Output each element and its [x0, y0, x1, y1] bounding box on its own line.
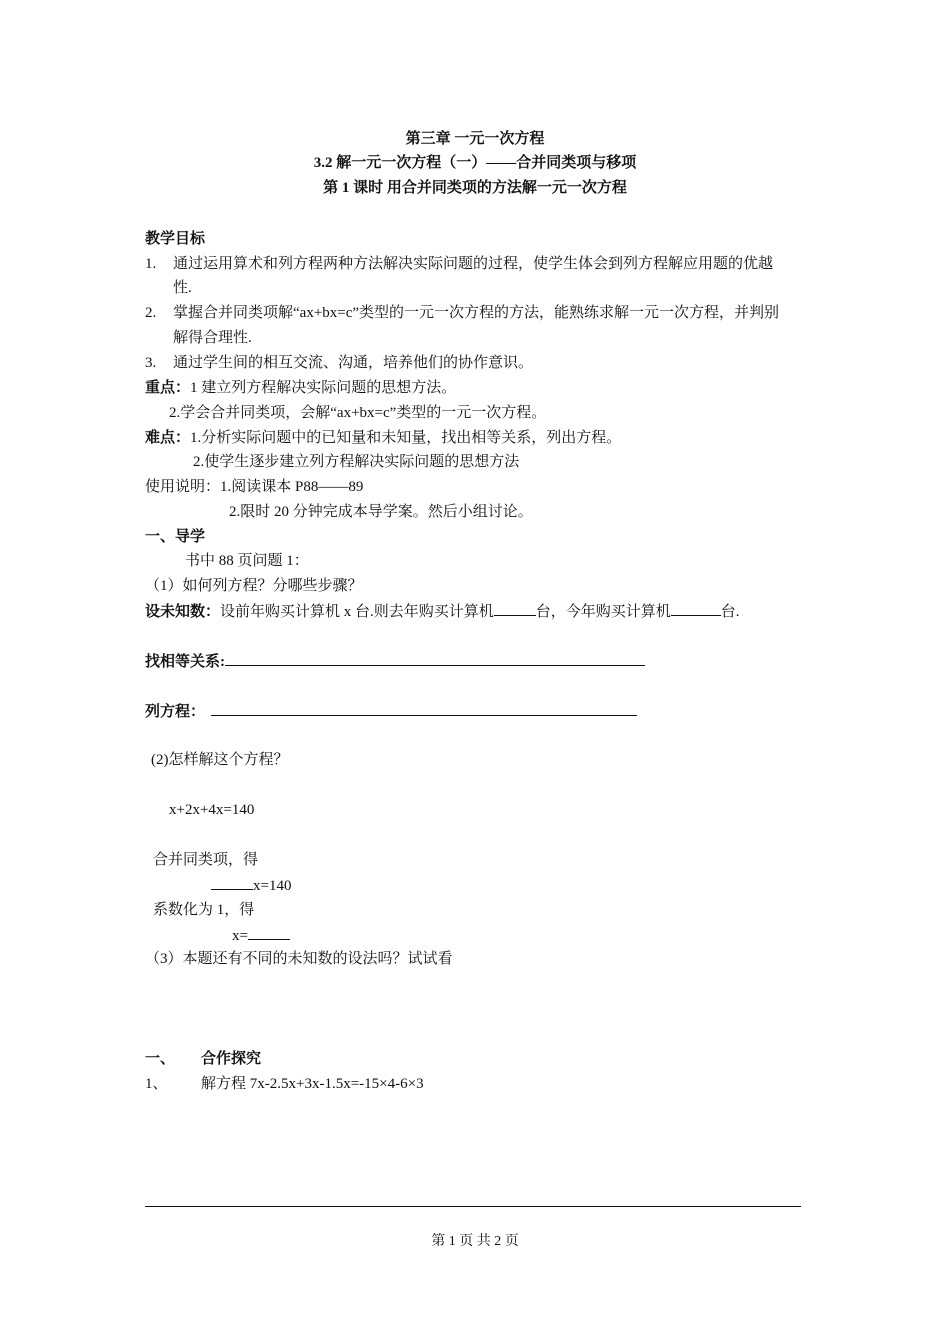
- objectives-heading: 教学目标: [145, 231, 206, 247]
- explore-number: 一、: [145, 1051, 176, 1067]
- objective-1-number: 1.: [145, 256, 157, 272]
- relation-line: [145, 651, 645, 672]
- difficulties-line-1: [145, 428, 621, 448]
- this-year-blank[interactable]: [671, 601, 721, 616]
- explore-item-1-text: 解方程 7x-2.5x+3x-1.5x=-15×4-6×3: [201, 1076, 424, 1092]
- step-combine-result: [211, 875, 291, 896]
- last-year-blank[interactable]: [494, 601, 536, 616]
- objective-2-text-cont: 解得合理性.: [173, 330, 252, 346]
- key-points-text-1: 1 建立列方程解决实际问题的思想方法。: [190, 380, 457, 396]
- guide-heading: 一、导学: [145, 529, 206, 545]
- difficulties-text-1: 1.分析实际问题中的已知量和未知量，找出相等关系，列出方程。: [190, 430, 622, 446]
- difficulties-text-2: 2.使学生逐步建立列方程解决实际问题的思想方法: [193, 454, 520, 470]
- question-3: （3）本题还有不同的未知数的设法吗？试试看: [145, 951, 453, 967]
- usage-line-1: [145, 477, 363, 497]
- objective-3-text: 通过学生间的相互交流、沟通，培养他们的协作意识。: [173, 355, 534, 371]
- footer-divider: [145, 1206, 801, 1207]
- step-combine-result-text: x=140: [253, 878, 292, 894]
- usage-text-1: 1.阅读课本 P88——89: [220, 479, 364, 495]
- objective-1-text-cont: 性.: [173, 280, 192, 296]
- equation-example: x+2x+4x=140: [169, 802, 255, 818]
- key-points-line-1: [145, 378, 456, 398]
- key-points-label: 重点：: [145, 380, 191, 396]
- unknown-label: 设未知数：: [145, 604, 221, 620]
- difficulties-label: 难点：: [145, 430, 191, 446]
- objective-1-text: 通过运用算术和列方程两种方法解决实际问题的过程，使学生体会到列方程解应用题的优越: [173, 256, 774, 272]
- explore-item-1-number: 1、: [145, 1076, 168, 1092]
- equation-label: 列方程：: [145, 704, 206, 720]
- relation-blank[interactable]: [225, 651, 645, 666]
- guide-intro: 书中 88 页问题 1：: [185, 553, 309, 569]
- objective-2-text: 掌握合并同类项解“ax+bx=c”类型的一元一次方程的方法，能熟练求解一元一次方程，并判别: [173, 305, 780, 321]
- equation-line: [145, 701, 637, 722]
- unknown-text-b: 台，今年购买计算机: [535, 604, 671, 620]
- objective-2-number: 2.: [145, 305, 157, 321]
- unknown-text-a: 设前年购买计算机 x 台.则去年购买计算机: [220, 604, 494, 620]
- solution-blank[interactable]: [248, 925, 290, 940]
- unknown-line: [145, 601, 740, 622]
- unknown-text-c: 台.: [720, 604, 740, 620]
- page-number: 第 1 页 共 2 页: [431, 1234, 519, 1249]
- explore-heading: 合作探究: [201, 1051, 262, 1067]
- lesson-title: 第 1 课时 用合并同类项的方法解一元一次方程: [323, 180, 627, 196]
- usage-text-2: 2.限时 20 分钟完成本导学案。然后小组讨论。: [229, 504, 533, 520]
- step-combine: 合并同类项，得: [153, 852, 259, 868]
- step-normalize-result-text: x=: [232, 928, 248, 944]
- step-normalize: 系数化为 1，得: [153, 902, 255, 918]
- section-title: 3.2 解一元一次方程（一）——合并同类项与移项: [313, 155, 637, 171]
- usage-label: 使用说明：: [145, 479, 221, 495]
- equation-blank[interactable]: [211, 701, 637, 716]
- step-normalize-result: [232, 925, 290, 946]
- key-points-text-2: 2.学会合并同类项，会解“ax+bx=c”类型的一元一次方程。: [169, 405, 547, 421]
- question-1: （1）如何列方程？分哪些步骤？: [145, 578, 363, 594]
- relation-label: 找相等关系:: [145, 654, 225, 670]
- question-2: (2)怎样解这个方程？: [151, 752, 289, 768]
- chapter-title: 第三章 一元一次方程: [405, 131, 545, 147]
- coefficient-blank[interactable]: [211, 875, 253, 890]
- objective-3-number: 3.: [145, 355, 157, 371]
